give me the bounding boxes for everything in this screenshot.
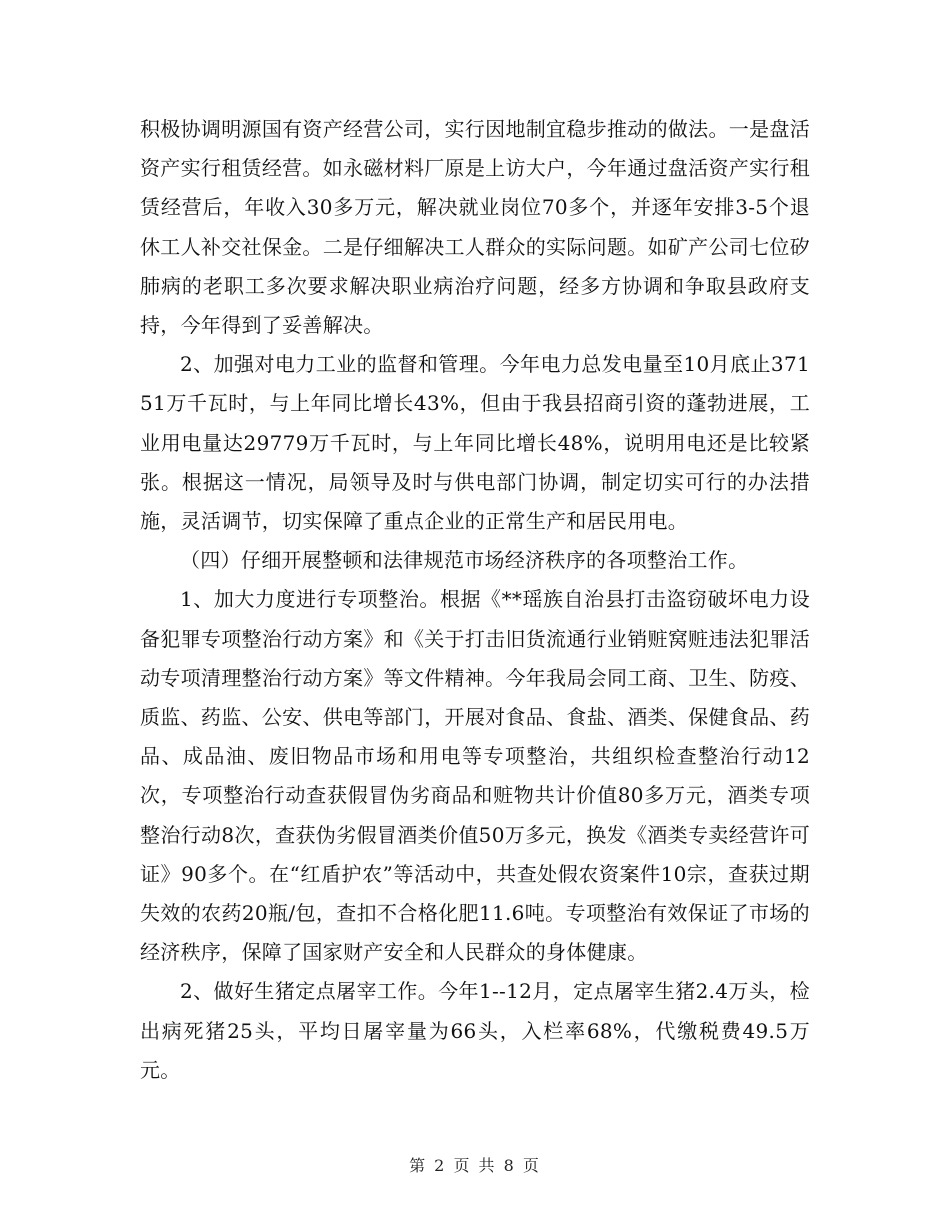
- paragraph-power-industry: 2、加强对电力工业的监督和管理。今年电力总发电量至10月底止37151万千瓦时，与上年同比增长43%，但由于我县招商引资的蓬勃进展，工业用电量达29779万千瓦时，与上年同比增长48%，说明用电还是比较紧张。根据这一情况，局领导及时与供电部门协调，制定切实可行的办法措施，灵活调节，切实保障了重点企业的正常生产和居民用电。: [140, 352, 810, 534]
- document-body: [140, 110, 810, 1090]
- page-footer: 第 2 页 共 8 页: [409, 1156, 541, 1175]
- section-heading-market-order: （四）仔细开展整顿和法律规范市场经济秩序的各项整治工作。: [180, 548, 749, 573]
- paragraph-pig-slaughter: 2、做好生猪定点屠宰工作。今年1--12月，定点屠宰生猪2.4万头，检出病死猪25头，平均日屠宰量为66头，入栏率68%，代缴税费49.5万元。: [140, 979, 810, 1082]
- paragraph-special-rectification: 1、加大力度进行专项整治。根据《**瑶族自治县打击盗窃破坏电力设备犯罪专项整治行动方案》和《关于打击旧货流通行业销赃窝赃违法犯罪活动专项清理整治行动方案》等文件精神。今年我局会同工商、卫生、防疫、质监、药监、公安、供电等部门，开展对食品、食盐、酒类、保健食品、药品、成品油、废旧物品市场和用电等专项整治，共组织检查整治行动12次，专项整治行动查获假冒伪劣商品和赃物共计价值80多万元，酒类专项整治行动8次，查获伪劣假冒酒类价值50万多元，换发《酒类专卖经营许可证》90多个。在“红盾护农”等活动中，共查处假农资案件10宗，查获过期失效的农药20瓶/包，查扣不合格化肥11.6吨。专项整治有效保证了市场的经济秩序，保障了国家财产安全和人民群众的身体健康。: [140, 587, 810, 965]
- paragraph-asset-management: 积极协调明源国有资产经营公司，实行因地制宜稳步推动的做法。一是盘活资产实行租赁经营。如永磁材料厂原是上访大户，今年通过盘活资产实行租赁经营后，年收入30多万元，解决就业岗位70多个，并逐年安排3-5个退休工人补交社保金。二是仔细解决工人群众的实际问题。如矿产公司七位矽肺病的老职工多次要求解决职业病治疗问题，经多方协调和争取县政府支持，今年得到了妥善解决。: [140, 117, 810, 338]
